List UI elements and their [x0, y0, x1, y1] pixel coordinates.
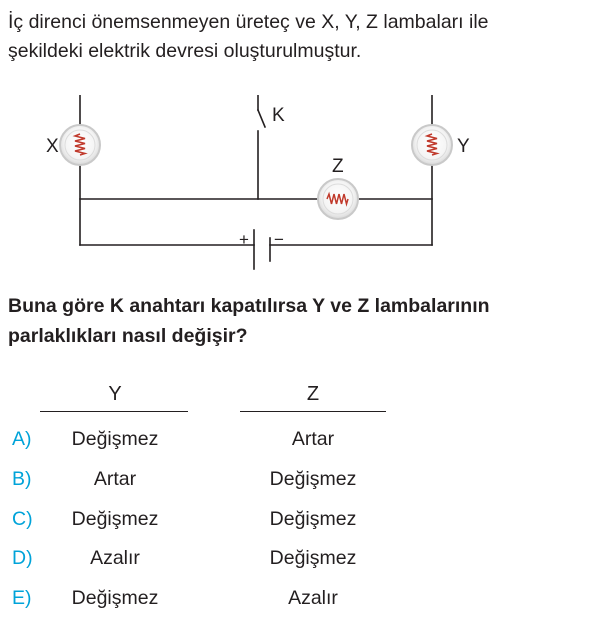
- battery-minus: −: [274, 230, 284, 249]
- battery-plus: +: [239, 230, 249, 249]
- column-header-z: Z: [306, 383, 320, 405]
- option-y-value: Değişmez: [71, 428, 159, 450]
- label-y: Y: [457, 136, 470, 157]
- label-z: Z: [332, 156, 344, 177]
- option-z-value: Değişmez: [269, 468, 357, 490]
- intro-line-2: şekildeki elektrik devresi oluşturulmuştur.: [8, 40, 362, 62]
- option-y-value: Değişmez: [71, 508, 159, 530]
- column-header-y: Y: [108, 383, 122, 405]
- intro-line-1: İç direnci önemsenmeyen üreteç ve X, Y, Z lambaları ile: [8, 11, 489, 33]
- question-line-1: Buna göre K anahtarı kapatılırsa Y ve Z lambalarının: [8, 295, 490, 317]
- circuit-diagram: [0, 95, 609, 275]
- option-letter: A): [12, 428, 32, 450]
- option-letter: C): [12, 508, 33, 530]
- option-letter: E): [12, 587, 32, 609]
- label-k: K: [272, 105, 285, 126]
- label-x: X: [46, 136, 59, 157]
- option-z-value: Artar: [291, 428, 335, 450]
- question-line-2: parlaklıkları nasıl değişir?: [8, 325, 248, 347]
- option-z-value: Değişmez: [269, 508, 357, 530]
- bulb-x: [60, 125, 100, 165]
- bulb-z: [318, 179, 358, 219]
- option-z-value: Değişmez: [269, 547, 357, 569]
- option-y-value: Artar: [93, 468, 137, 490]
- column-rule-y: [40, 411, 188, 412]
- bulb-y: [412, 125, 452, 165]
- option-y-value: Değişmez: [71, 587, 159, 609]
- option-y-value: Azalır: [90, 547, 140, 569]
- switch-k-blade: [258, 110, 265, 127]
- option-z-value: Azalır: [288, 587, 338, 609]
- option-letter: B): [12, 468, 32, 490]
- question-stem: [8, 291, 606, 351]
- option-letter: D): [12, 547, 33, 569]
- column-rule-z: [240, 411, 386, 412]
- question-intro: [8, 8, 606, 66]
